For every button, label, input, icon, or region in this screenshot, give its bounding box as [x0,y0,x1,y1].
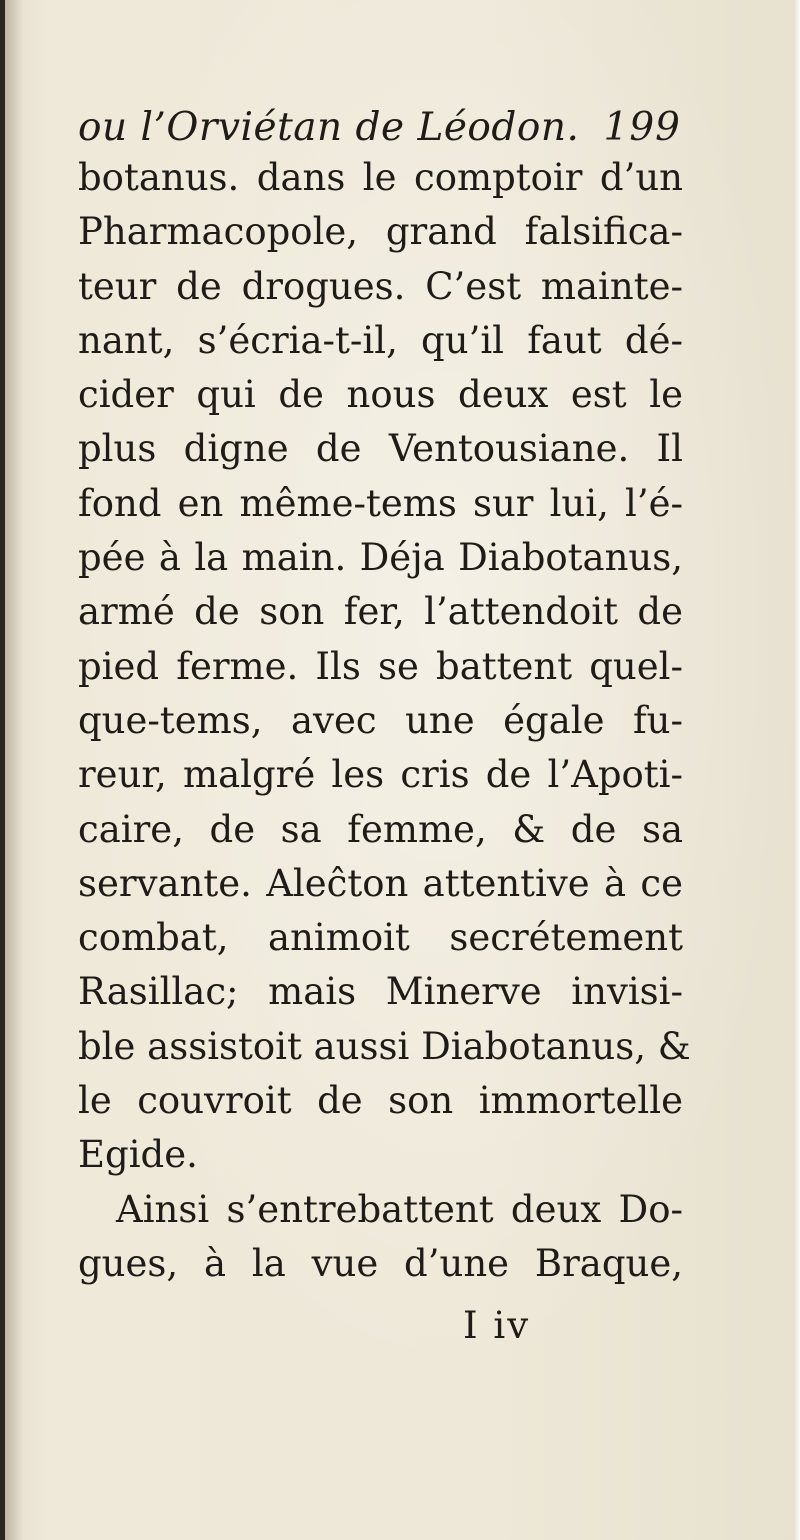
text-line-9: armé de son fer, l’attendoit de [78,590,683,634]
text-line-13: caire, de sa femme, & de sa [78,807,683,851]
text-line-18: le couvroit de son immortelle [78,1079,683,1123]
text-line-14: servante. Aleĉton attentive à ce [78,861,683,905]
text-line-15: combat, animoit secrétement [78,916,683,960]
text-line-10: pied ferme. Ils se battent quel- [78,644,683,688]
text-line-17: ble assistoit aussi Diabotanus, & [78,1024,691,1068]
running-head [78,100,683,156]
text-line-3: teur de drogues. C’est mainte- [78,264,683,308]
running-title: ou l’Orviétan de Léodon. [78,105,580,150]
text-line-12: reur, malgré les cris de l’Apoti- [78,753,683,797]
text-line-21: gues, à la vue d’une Braque, [78,1241,683,1285]
text-line-5: cider qui de nous deux est le [78,373,683,417]
text-line-20: Ainsi s’entrebattent deux Do- [116,1187,683,1231]
text-line-6: plus digne de Ventousiane. Il [78,427,683,471]
text-line-2: Pharmacopole, grand falsifica- [78,210,683,254]
text-line-1: botanus. dans le comptoir d’un [78,156,683,199]
body-text [78,151,691,1291]
page-right-edge [794,0,800,1540]
text-line-4: nant, s’écria-t-il, qu’il faut dé- [78,318,683,362]
text-line-7: fond en même-tems sur lui, l’é- [78,481,683,525]
signature-mark: I iv [463,1304,531,1347]
text-line-8: pée à la main. Déja Diabotanus, [78,536,683,580]
binding-shadow [5,0,23,1540]
text-line-11: que-tems, avec une égale fu- [78,698,683,742]
text-line-19: Egide. [78,1133,198,1177]
page-number: 199 [603,105,681,150]
text-line-16: Rasillac; mais Minerve invisi- [78,970,683,1014]
